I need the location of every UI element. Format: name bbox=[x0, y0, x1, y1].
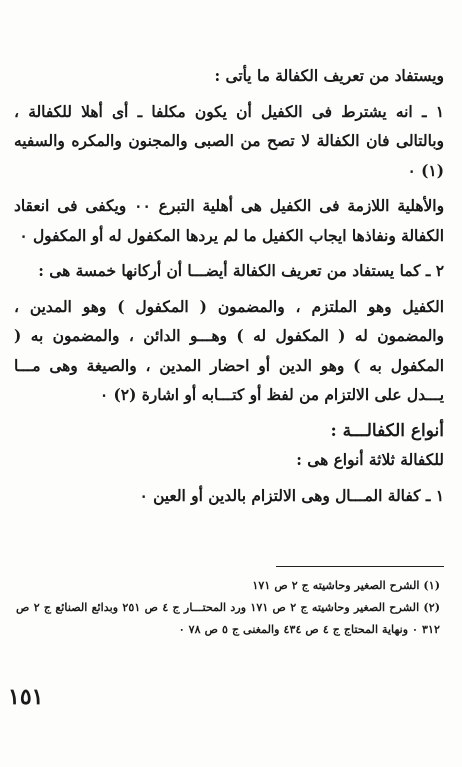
point-one-paragraph: ١ ـ انه يشترط فى الكفيل أن يكون مكلفا ـ أى أهلا للكفالة ، وبالتالى فان الكفالة لا تصح من الصبى والمجنون والمكره والسفيه (١) ٠ bbox=[14, 102, 444, 180]
section-heading: أنواع الكفالـــة : bbox=[330, 420, 444, 441]
types-intro-line: للكفالة ثلاثة أنواع هى : bbox=[296, 451, 444, 469]
footnote-1: (١) الشرح الصغير وحاشيته ج ٢ ص ١٧١ bbox=[252, 578, 440, 592]
eligibility-paragraph: والأهلية اللازمة فى الكفيل هى أهلية التبرع ٠٠ ويكفى فى انعقاد الكفالة ونفاذها ايجاب الكفيل ما لم يردها المكفول له أو المكفول ٠ bbox=[14, 197, 444, 245]
intro-line: ويستفاد من تعريف الكفالة ما يأتى : bbox=[214, 67, 444, 85]
type-one-line: ١ ـ كفالة المـــال وهى الالتزام بالدين أو العين ٠ bbox=[139, 486, 444, 505]
page-number: ١٥١ bbox=[8, 684, 44, 710]
footnotes bbox=[16, 574, 440, 640]
pillars-paragraph: الكفيل وهو الملتزم ، والمضمون ( المكفول ) وهو المدين ، والمضمون له ( المكفول له ) وهـــو الدائن ، والمضمون به ( المكفول به ) وهو الدين أو احضار المدين ، والصيغة وهى مـــا يـــدل على الالتزام من لفظ أو كتـــابه أو اشارة (٢) ٠ bbox=[14, 297, 444, 404]
point-two-paragraph: ٢ ـ كما يستفاد من تعريف الكفالة أيضـــا أن أركانها خمسة هى : bbox=[38, 262, 444, 280]
footnote-divider bbox=[276, 566, 444, 567]
body-text bbox=[14, 62, 444, 511]
footnote-2: (٢) الشرح الصغير وحاشيته ج ٢ ص ١٧١ ورد المحتـــار ج ٤ ص ٢٥١ وبدائع الصنائع ج ٢ ص ٣١٢ ٠ ونهاية المحتاج ج ٤ ص ٤٣٤ والمغنى ج ٥ ص ٧٨ ٠ bbox=[16, 600, 440, 636]
